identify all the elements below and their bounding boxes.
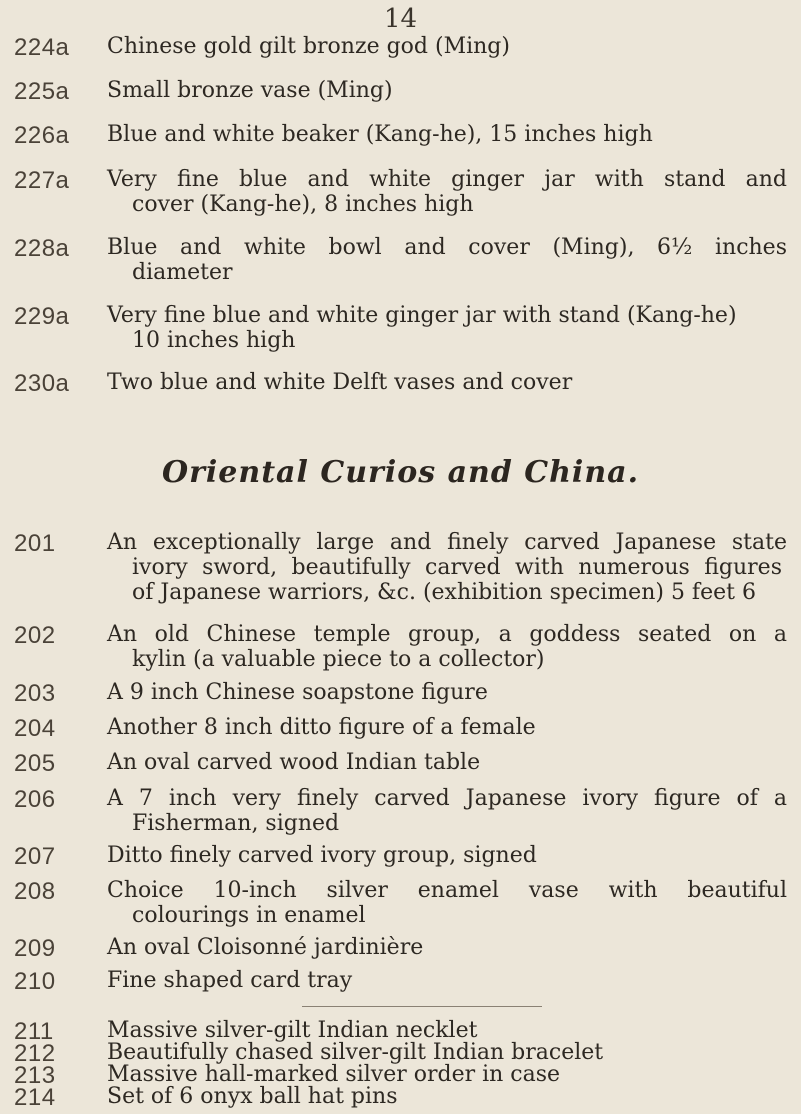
lot-description: Massive silver-gilt Indian necklet bbox=[107, 1018, 478, 1043]
lot-description: Beautifully chased silver-gilt Indian bracelet bbox=[107, 1040, 604, 1065]
lot-description: Small bronze vase (Ming) bbox=[107, 78, 393, 103]
lot-number: 214 bbox=[14, 1084, 56, 1111]
lot-number: 230a bbox=[14, 370, 70, 397]
lot-description: Set of 6 onyx ball hat pins bbox=[107, 1084, 398, 1109]
lot-description: An exceptionally large and finely carved Japanese state bbox=[107, 530, 787, 555]
lot-description-continued: Fisherman, signed bbox=[132, 811, 340, 836]
lot-number: 209 bbox=[14, 935, 56, 962]
lot-description: An oval carved wood Indian table bbox=[107, 750, 481, 775]
lot-number: 210 bbox=[14, 968, 56, 995]
lot-description: Massive hall-marked silver order in case bbox=[107, 1062, 561, 1087]
lot-description-continued: ivory sword, beautifully carved with numerous figures bbox=[132, 555, 782, 580]
lot-number: 212 bbox=[14, 1040, 56, 1067]
lot-number: 201 bbox=[14, 530, 56, 557]
lot-number: 228a bbox=[14, 235, 70, 262]
lot-description: A 9 inch Chinese soapstone figure bbox=[107, 680, 488, 705]
lot-description: Very fine blue and white ginger jar with stand and bbox=[107, 167, 787, 192]
page-number: 14 bbox=[383, 4, 418, 34]
lot-description-continued: kylin (a valuable piece to a collector) bbox=[132, 647, 545, 672]
lot-number: 208 bbox=[14, 878, 56, 905]
lot-description: Two blue and white Delft vases and cover bbox=[107, 370, 573, 395]
lot-description: An old Chinese temple group, a goddess seated on a bbox=[107, 622, 787, 647]
lot-number: 211 bbox=[14, 1018, 54, 1045]
lot-description-continued: of Japanese warriors, &c. (exhibition specimen) 5 feet 6 bbox=[132, 580, 756, 605]
lot-description-continued: diameter bbox=[132, 260, 233, 285]
lot-description: Very fine blue and white ginger jar with stand (Kang-he) bbox=[107, 303, 737, 328]
lot-number: 224a bbox=[14, 34, 70, 61]
lot-description: Fine shaped card tray bbox=[107, 968, 353, 993]
section-heading: Oriental Curios and China. bbox=[161, 455, 640, 490]
lot-description: Another 8 inch ditto figure of a female bbox=[107, 715, 536, 740]
lot-description-continued: colourings in enamel bbox=[132, 903, 366, 928]
lot-description-continued: cover (Kang-he), 8 inches high bbox=[132, 192, 474, 217]
lot-number: 226a bbox=[14, 122, 70, 149]
lot-number: 203 bbox=[14, 680, 56, 707]
lot-number: 213 bbox=[14, 1062, 56, 1089]
lot-description: Chinese gold gilt bronze god (Ming) bbox=[107, 34, 510, 59]
lot-number: 204 bbox=[14, 715, 56, 742]
lot-description: Blue and white bowl and cover (Ming), 6½ inches bbox=[107, 235, 787, 260]
lot-description: Blue and white beaker (Kang-he), 15 inches high bbox=[107, 122, 653, 147]
lot-number: 229a bbox=[14, 303, 70, 330]
lot-number: 206 bbox=[14, 786, 56, 813]
lot-number: 225a bbox=[14, 78, 70, 105]
lot-description: Ditto finely carved ivory group, signed bbox=[107, 843, 537, 868]
lot-number: 205 bbox=[14, 750, 56, 777]
lot-description: Choice 10-inch silver enamel vase with beautiful bbox=[107, 878, 787, 903]
lot-number: 202 bbox=[14, 622, 56, 649]
lot-number: 207 bbox=[14, 843, 56, 870]
lot-description-continued: 10 inches high bbox=[132, 328, 296, 353]
lot-description: An oval Cloisonné jardinière bbox=[107, 935, 424, 960]
lot-description: A 7 inch very finely carved Japanese ivory figure of a bbox=[107, 786, 787, 811]
lot-number: 227a bbox=[14, 167, 70, 194]
divider bbox=[302, 1006, 542, 1007]
